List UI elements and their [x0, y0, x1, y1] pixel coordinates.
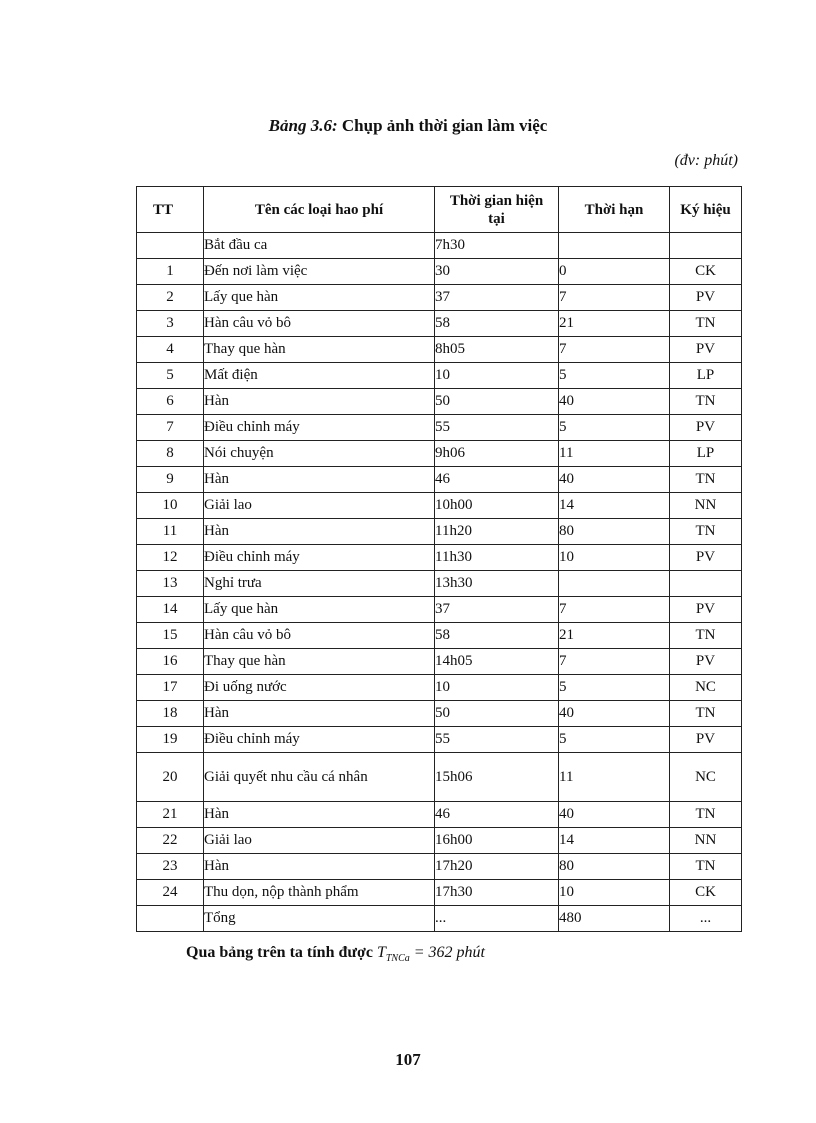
cell-current: 58 [435, 623, 559, 649]
summary-formula [376, 944, 485, 965]
cell-current: 55 [435, 727, 559, 753]
cell-tt: 10 [137, 493, 204, 519]
cell-limit: 7 [559, 597, 670, 623]
cell-tt: 7 [137, 415, 204, 441]
cell-symbol: NN [670, 828, 742, 854]
cell-symbol: CK [670, 259, 742, 285]
header-name: Tên các loại hao phí [204, 187, 435, 233]
cell-symbol: TN [670, 854, 742, 880]
cell-symbol: LP [670, 363, 742, 389]
cell-current: 11h20 [435, 519, 559, 545]
cell-current: 50 [435, 701, 559, 727]
table-row [137, 259, 742, 285]
cell-tt: 16 [137, 649, 204, 675]
cell-limit: 14 [559, 828, 670, 854]
cell-limit [559, 571, 670, 597]
cell-limit: 10 [559, 545, 670, 571]
cell-tt: 1 [137, 259, 204, 285]
cell-name: Giải quyết nhu cầu cá nhân [204, 753, 435, 802]
cell-name: Hàn [204, 854, 435, 880]
table-row [137, 233, 742, 259]
cell-tt: 21 [137, 802, 204, 828]
cell-name: Lấy que hàn [204, 285, 435, 311]
table-title [0, 116, 816, 136]
cell-current: 11h30 [435, 545, 559, 571]
cell-symbol: PV [670, 285, 742, 311]
cell-tt [137, 906, 204, 932]
cell-current: 46 [435, 802, 559, 828]
cell-current: 58 [435, 311, 559, 337]
cell-tt: 18 [137, 701, 204, 727]
cell-name: Thay que hàn [204, 337, 435, 363]
cell-name: Hàn [204, 802, 435, 828]
unit-note: (đv: phút) [674, 152, 738, 169]
cell-name: Bắt đầu ca [204, 233, 435, 259]
table-row [137, 441, 742, 467]
cell-current: 10h00 [435, 493, 559, 519]
table-row [137, 802, 742, 828]
cell-limit: 14 [559, 493, 670, 519]
table-header-row [137, 187, 742, 233]
cell-limit: 480 [559, 906, 670, 932]
cell-limit [559, 233, 670, 259]
cell-name: Hàn [204, 467, 435, 493]
cell-name: Thay que hàn [204, 649, 435, 675]
cell-current: 30 [435, 259, 559, 285]
cell-tt: 13 [137, 571, 204, 597]
cell-name: Hàn câu vỏ bô [204, 623, 435, 649]
table-body [137, 233, 742, 932]
cell-symbol: PV [670, 649, 742, 675]
formula-result: = 362 phút [413, 944, 485, 961]
cell-tt: 23 [137, 854, 204, 880]
table-row [137, 467, 742, 493]
cell-name: Hàn [204, 701, 435, 727]
cell-tt: 4 [137, 337, 204, 363]
cell-tt: 24 [137, 880, 204, 906]
summary-text: Qua bảng trên ta tính được [186, 944, 373, 961]
cell-tt: 22 [137, 828, 204, 854]
cell-limit: 7 [559, 337, 670, 363]
table-row [137, 545, 742, 571]
cell-current: 13h30 [435, 571, 559, 597]
cell-symbol: PV [670, 545, 742, 571]
cell-limit: 40 [559, 802, 670, 828]
cell-tt [137, 233, 204, 259]
cell-name: Điều chỉnh máy [204, 545, 435, 571]
cell-name: Hàn [204, 389, 435, 415]
table-row [137, 597, 742, 623]
cell-tt: 8 [137, 441, 204, 467]
cell-tt: 9 [137, 467, 204, 493]
cell-limit: 5 [559, 415, 670, 441]
cell-name: Điều chỉnh máy [204, 727, 435, 753]
cell-symbol: PV [670, 597, 742, 623]
cell-name: Thu dọn, nộp thành phẩm [204, 880, 435, 906]
table-row [137, 623, 742, 649]
cell-current: 8h05 [435, 337, 559, 363]
cell-tt: 11 [137, 519, 204, 545]
table-row [137, 880, 742, 906]
cell-current: 9h06 [435, 441, 559, 467]
cell-limit: 40 [559, 467, 670, 493]
cell-limit: 5 [559, 675, 670, 701]
cell-limit: 10 [559, 880, 670, 906]
cell-current: 7h30 [435, 233, 559, 259]
cell-tt: 19 [137, 727, 204, 753]
cell-current: 37 [435, 597, 559, 623]
table-row [137, 311, 742, 337]
cell-tt: 2 [137, 285, 204, 311]
cell-current: ... [435, 906, 559, 932]
cell-symbol: TN [670, 623, 742, 649]
cell-tt: 12 [137, 545, 204, 571]
table-row [137, 906, 742, 932]
summary-line [186, 944, 485, 964]
work-time-table [136, 186, 742, 932]
header-symbol: Ký hiệu [670, 187, 742, 233]
table-row [137, 649, 742, 675]
cell-name: Hàn câu vỏ bô [204, 311, 435, 337]
cell-tt: 6 [137, 389, 204, 415]
cell-limit: 80 [559, 519, 670, 545]
cell-limit: 11 [559, 753, 670, 802]
table-row [137, 415, 742, 441]
cell-current: 10 [435, 363, 559, 389]
cell-limit: 7 [559, 285, 670, 311]
cell-current: 50 [435, 389, 559, 415]
cell-current: 37 [435, 285, 559, 311]
table-row [137, 828, 742, 854]
cell-tt: 15 [137, 623, 204, 649]
table-row [137, 285, 742, 311]
cell-symbol: PV [670, 415, 742, 441]
cell-limit: 7 [559, 649, 670, 675]
cell-symbol: CK [670, 880, 742, 906]
table-row [137, 337, 742, 363]
cell-name: Nghỉ trưa [204, 571, 435, 597]
formula-variable: T [376, 944, 386, 961]
cell-name: Nói chuyện [204, 441, 435, 467]
cell-name: Giải lao [204, 493, 435, 519]
cell-symbol: NC [670, 675, 742, 701]
cell-name: Điều chỉnh máy [204, 415, 435, 441]
cell-limit: 5 [559, 727, 670, 753]
table-row [137, 493, 742, 519]
cell-symbol [670, 233, 742, 259]
cell-symbol: ... [670, 906, 742, 932]
cell-limit: 21 [559, 311, 670, 337]
table-row [137, 854, 742, 880]
cell-current: 46 [435, 467, 559, 493]
cell-symbol: TN [670, 311, 742, 337]
table-row [137, 571, 742, 597]
cell-current: 17h30 [435, 880, 559, 906]
cell-tt: 14 [137, 597, 204, 623]
cell-current: 16h00 [435, 828, 559, 854]
table-row [137, 753, 742, 802]
table-row [137, 701, 742, 727]
cell-tt: 5 [137, 363, 204, 389]
cell-limit: 5 [559, 363, 670, 389]
cell-current: 55 [435, 415, 559, 441]
cell-symbol: TN [670, 467, 742, 493]
cell-name: Tổng [204, 906, 435, 932]
cell-limit: 40 [559, 701, 670, 727]
cell-symbol: LP [670, 441, 742, 467]
cell-name: Giải lao [204, 828, 435, 854]
cell-current: 14h05 [435, 649, 559, 675]
cell-symbol: TN [670, 389, 742, 415]
cell-name: Mất điện [204, 363, 435, 389]
cell-name: Đi uống nước [204, 675, 435, 701]
cell-name: Lấy que hàn [204, 597, 435, 623]
cell-symbol: TN [670, 519, 742, 545]
formula-subscript: TNCa [385, 953, 410, 965]
cell-limit: 21 [559, 623, 670, 649]
table-title-text: Chụp ảnh thời gian làm việc [341, 116, 548, 135]
table-title-label: Bảng 3.6: [268, 116, 338, 135]
cell-symbol: NN [670, 493, 742, 519]
cell-symbol: TN [670, 802, 742, 828]
table-row [137, 727, 742, 753]
cell-name: Hàn [204, 519, 435, 545]
cell-limit: 40 [559, 389, 670, 415]
cell-current: 10 [435, 675, 559, 701]
table-row [137, 363, 742, 389]
header-current: Thời gian hiện tại [435, 187, 559, 233]
cell-tt: 17 [137, 675, 204, 701]
table-row [137, 675, 742, 701]
cell-symbol: NC [670, 753, 742, 802]
cell-current: 17h20 [435, 854, 559, 880]
cell-tt: 3 [137, 311, 204, 337]
header-tt: TT [137, 187, 204, 233]
cell-tt: 20 [137, 753, 204, 802]
cell-limit: 0 [559, 259, 670, 285]
cell-limit: 80 [559, 854, 670, 880]
table-row [137, 389, 742, 415]
header-limit: Thời hạn [559, 187, 670, 233]
cell-name: Đến nơi làm việc [204, 259, 435, 285]
table-row [137, 519, 742, 545]
cell-symbol: PV [670, 337, 742, 363]
cell-symbol: PV [670, 727, 742, 753]
cell-current: 15h06 [435, 753, 559, 802]
cell-symbol: TN [670, 701, 742, 727]
cell-limit: 11 [559, 441, 670, 467]
page-number: 107 [395, 1050, 421, 1069]
cell-symbol [670, 571, 742, 597]
